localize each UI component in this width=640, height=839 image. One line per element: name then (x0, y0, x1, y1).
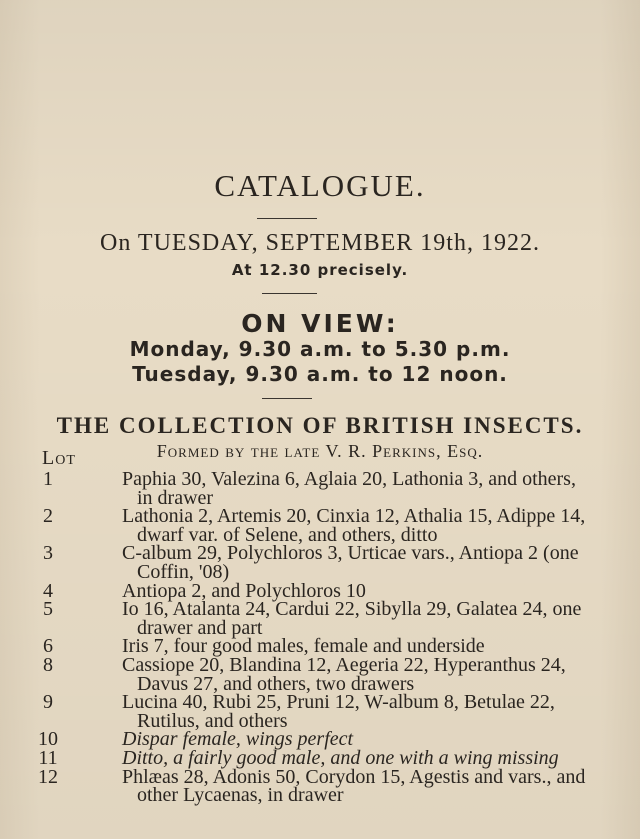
lot-number: 5 (43, 598, 53, 621)
lot-number: 2 (43, 505, 53, 528)
lot-description-line: Paphia 30, Valezina 6, Aglaia 20, Lathonia 3, and others, (122, 468, 576, 490)
view-monday: Monday, 9.30 a.m. to 5.30 p.m. (129, 337, 511, 361)
lot-item (0, 653, 640, 695)
lot-description-line: Coffin, '08) (137, 560, 230, 583)
lot-description (122, 653, 566, 695)
catalogue-title: CATALOGUE. (214, 168, 426, 203)
lot-description-line: dwarf var. of Selene, and others, ditto (137, 523, 438, 546)
lot-description-line: in drawer (137, 486, 214, 509)
lot-description-line: Iris 7, four good males, female and underside (122, 635, 485, 658)
lot-number: 12 (38, 765, 58, 788)
collection-subtitle: Formed by the late V. R. Perkins, Esq. (156, 441, 484, 461)
divider (257, 218, 317, 219)
lot-description-line: drawer and part (137, 616, 263, 639)
divider (262, 398, 312, 399)
divider (262, 293, 317, 294)
lot-item (0, 470, 640, 507)
sale-date: On TUESDAY, SEPTEMBER 19th, 1922. (100, 230, 540, 256)
lot-number: 6 (43, 635, 53, 658)
lot-number: 8 (43, 653, 53, 676)
lot-description (122, 765, 586, 807)
lot-item (0, 600, 640, 637)
lot-list (0, 470, 640, 805)
lot-item (0, 693, 640, 730)
lot-description-line: other Lycaenas, in drawer (137, 784, 344, 807)
lot-number: 9 (43, 691, 53, 714)
lot-number: 11 (38, 746, 58, 769)
lot-description (122, 691, 555, 732)
lot-column-label: Lot (42, 447, 76, 469)
lot-description-line: Antiopa 2, and Polychloros 10 (122, 579, 366, 602)
lot-description-line: Cassiope 20, Blandina 12, Aegeria 22, Hyperanthus 24, (122, 653, 566, 676)
lot-description (122, 505, 586, 546)
on-view-heading: ON VIEW: (241, 309, 399, 338)
view-tuesday: Tuesday, 9.30 a.m. to 12 noon. (132, 362, 508, 386)
lot-description-line: Dispar female, wings perfect (122, 728, 354, 751)
lot-item (0, 544, 640, 581)
lot-description-line: Rutilus, and others (137, 709, 288, 732)
lot-description-line: Phlæas 28, Adonis 50, Corydon 15, Agestis and vars., and (122, 765, 586, 788)
lot-number: 1 (43, 468, 53, 490)
sale-time: At 12.30 precisely. (231, 261, 409, 279)
lot-number: 4 (43, 579, 53, 602)
lot-description-line: Lathonia 2, Artemis 20, Cinxia 12, Athalia 15, Adippe 14, (122, 505, 586, 528)
lot-description (122, 598, 582, 639)
lot-description-line: Davus 27, and others, two drawers (137, 672, 415, 695)
collection-heading: THE COLLECTION OF BRITISH INSECTS. (56, 413, 584, 438)
lot-description-line: Ditto, a fairly good male, and one with a wing missing (122, 746, 559, 769)
lot-description-line: C-album 29, Polychloros 3, Urticae vars., Antiopa 2 (one (122, 542, 579, 565)
lot-item (0, 765, 640, 807)
lot-description-line: Lucina 40, Rubi 25, Pruni 12, W-album 8, Betulae 22, (122, 691, 555, 714)
lot-description (122, 468, 576, 509)
lot-description-line: Io 16, Atalanta 24, Cardui 22, Sibylla 29, Galatea 24, one (122, 598, 582, 621)
lot-item (0, 507, 640, 544)
lot-description (122, 542, 579, 583)
lot-number: 3 (43, 542, 53, 565)
lot-number: 10 (38, 728, 58, 751)
